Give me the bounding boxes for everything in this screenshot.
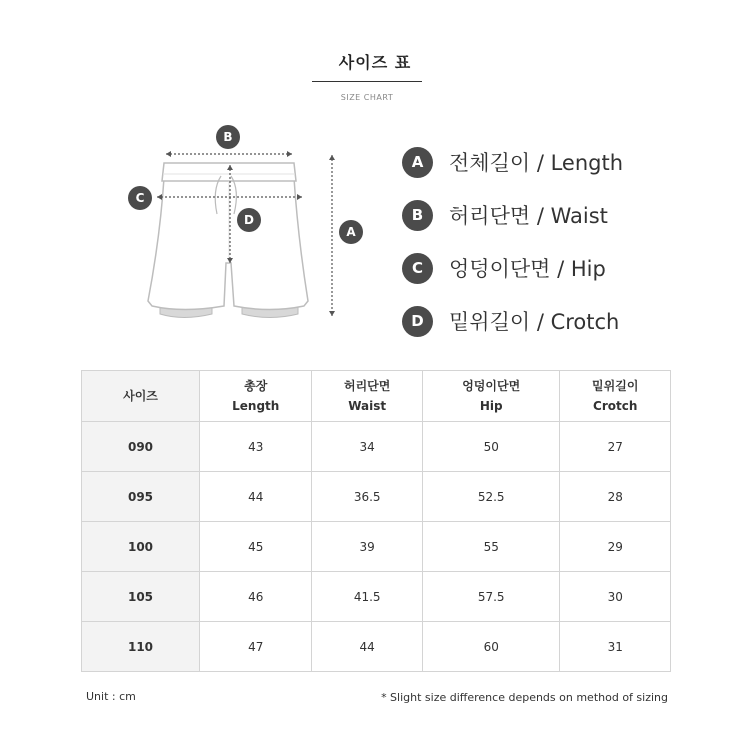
cell-crotch: 31 — [560, 622, 671, 672]
legend-label-length: 전체길이 / Length — [449, 151, 624, 175]
legend-marker-d: D — [402, 306, 433, 337]
table-row — [82, 472, 671, 522]
table-row — [82, 622, 671, 672]
cell-crotch: 28 — [560, 472, 671, 522]
page-title: 사이즈 표 — [338, 53, 412, 72]
cell-waist: 44 — [312, 622, 423, 672]
cell-hip: 55 — [422, 522, 560, 572]
cell-size: 090 — [82, 422, 200, 472]
legend-item-crotch — [402, 305, 702, 337]
header-length-en: Length — [232, 399, 280, 413]
cell-waist: 36.5 — [312, 472, 423, 522]
header-crotch-ko: 밑위길이 — [592, 379, 639, 393]
legend-label-hip: 엉덩이단면 / Hip — [449, 257, 606, 281]
cell-length: 43 — [200, 422, 312, 472]
marker-a: A — [339, 220, 363, 244]
cell-length: 46 — [200, 572, 312, 622]
size-table — [81, 370, 671, 672]
legend-label-crotch: 밑위길이 / Crotch — [449, 310, 620, 334]
sizing-disclaimer: * Slight size difference depends on method of sizing — [381, 691, 668, 704]
legend-item-hip — [402, 252, 702, 284]
cell-waist: 41.5 — [312, 572, 423, 622]
title-divider — [312, 81, 422, 82]
measurement-legend — [402, 146, 702, 358]
legend-item-waist — [402, 199, 702, 231]
cell-crotch: 29 — [560, 522, 671, 572]
shorts-diagram — [120, 118, 380, 333]
table-row — [82, 572, 671, 622]
cell-size: 100 — [82, 522, 200, 572]
header-waist — [312, 371, 423, 422]
cell-hip: 57.5 — [422, 572, 560, 622]
marker-b: B — [216, 125, 240, 149]
cell-waist: 34 — [312, 422, 423, 472]
header-waist-ko: 허리단면 — [344, 379, 391, 393]
legend-marker-a: A — [402, 147, 433, 178]
table-row — [82, 522, 671, 572]
cell-crotch: 27 — [560, 422, 671, 472]
header-waist-en: Waist — [348, 399, 387, 413]
cell-hip: 50 — [422, 422, 560, 472]
header-hip — [422, 371, 560, 422]
unit-note: Unit : cm — [86, 690, 136, 703]
header-hip-en: Hip — [479, 399, 503, 413]
legend-marker-c: C — [402, 253, 433, 284]
cell-size: 095 — [82, 472, 200, 522]
header-crotch — [560, 371, 671, 422]
cell-size: 105 — [82, 572, 200, 622]
legend-label-waist: 허리단면 / Waist — [449, 204, 608, 228]
marker-d: D — [237, 208, 261, 232]
cell-waist: 39 — [312, 522, 423, 572]
cell-length: 47 — [200, 622, 312, 672]
header-hip-ko: 엉덩이단면 — [462, 379, 521, 393]
header-length-ko: 총장 — [244, 379, 268, 393]
table-row — [82, 422, 671, 472]
cell-crotch: 30 — [560, 572, 671, 622]
header-size — [82, 371, 200, 422]
marker-c: C — [128, 186, 152, 210]
legend-marker-b: B — [402, 200, 433, 231]
header-size-ko: 사이즈 — [123, 389, 158, 403]
table-header-row — [82, 371, 671, 422]
cell-size: 110 — [82, 622, 200, 672]
cell-length: 45 — [200, 522, 312, 572]
header-length — [200, 371, 312, 422]
legend-item-length — [402, 146, 702, 178]
page-subtitle: SIZE CHART — [340, 93, 394, 102]
cell-hip: 52.5 — [422, 472, 560, 522]
header-crotch-en: Crotch — [593, 399, 638, 413]
cell-hip: 60 — [422, 622, 560, 672]
cell-length: 44 — [200, 472, 312, 522]
